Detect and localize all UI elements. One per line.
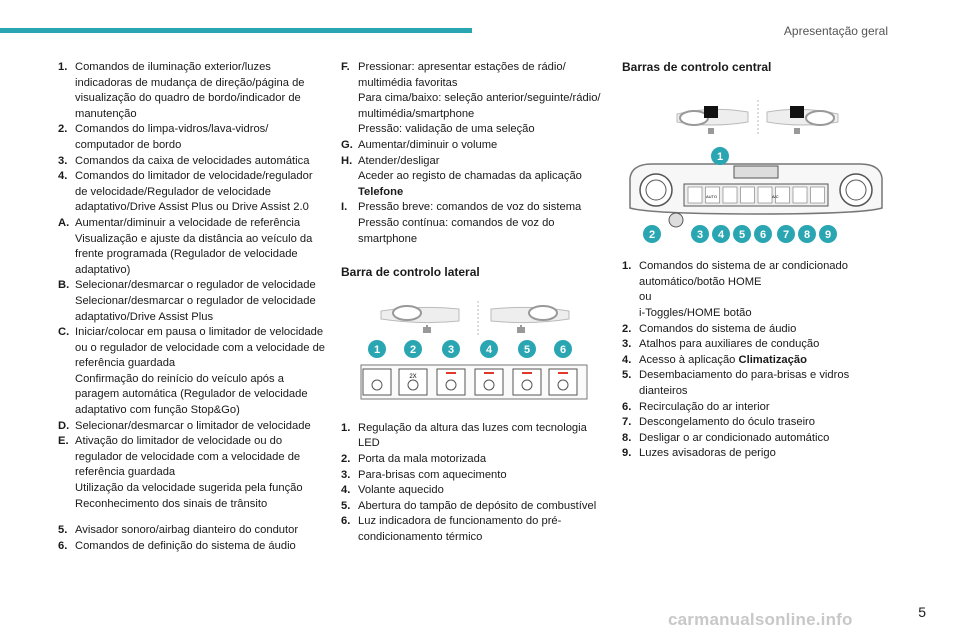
callout-badge: [733, 225, 751, 243]
callout-badge: [819, 225, 837, 243]
legend-number: 3.: [341, 468, 351, 481]
list-item: [58, 216, 326, 278]
legend-line: [639, 353, 890, 369]
list-item-line: Avisador sonoro/airbag dianteiro do condutor: [75, 524, 299, 537]
legend-number: 3.: [622, 338, 632, 351]
list-item-text: [358, 60, 609, 138]
callout-badge-label: 5: [738, 228, 746, 241]
legend-item: [341, 468, 609, 484]
callout-badge-label: 9: [824, 228, 832, 241]
list-item-line: Selecionar/desmarcar o regulador de velocidade: [75, 279, 316, 292]
legend-number: 4.: [622, 353, 632, 366]
list-item-line: Aumentar/diminuir a velocidade de referência: [75, 216, 301, 229]
legend-number: 9.: [622, 447, 632, 460]
list-item: [341, 154, 609, 201]
side-bar-buttons: [341, 337, 609, 407]
list-item: [341, 138, 609, 154]
legend-text: Abertura do tampão de depósito de combustível: [358, 499, 597, 512]
legend-text: Regulação da altura das luzes com tecnologia LED: [358, 421, 587, 450]
list-item-line: Aumentar/diminuir o volume: [358, 138, 498, 151]
list-item-text: [75, 523, 326, 539]
callout-badge: [643, 225, 661, 243]
side-control-bar-figure: [341, 295, 609, 405]
legend-number: 5.: [622, 369, 632, 382]
legend-line: Comandos do sistema de ar condicionado automático/botão HOME: [639, 260, 848, 288]
legend-text: [639, 400, 890, 416]
climate-button: [741, 187, 755, 203]
callout-badge-label: 6: [559, 343, 567, 356]
column-middle: [341, 60, 609, 545]
list-item-number: 4.: [58, 170, 68, 183]
list-item-line: Visualização e ajuste da distância ao veículo da frente programada (Regulador de velocidade adaptativo): [75, 232, 313, 276]
list-item-line: Pressão: validação de uma seleção: [358, 123, 535, 136]
list-item-text: [358, 138, 609, 154]
list-item-number: A.: [58, 216, 70, 229]
legend-line: Luzes avisadoras de perigo: [639, 447, 776, 460]
legend-line: Comandos do sistema de áudio: [639, 322, 797, 335]
list-item-number: 1.: [58, 61, 68, 73]
list-item-number: 3.: [58, 154, 68, 167]
list-item-line: Ativação do limitador de velocidade ou do regulador de velocidade com a velocidade de referência guardada: [75, 435, 301, 479]
indicator-led: [446, 372, 456, 374]
callout-badge: [480, 340, 498, 358]
callout-badge-label: 8: [803, 228, 811, 241]
list-item: [58, 419, 326, 435]
list-item: [58, 278, 326, 325]
legend-item: [341, 514, 609, 545]
list-item: [58, 169, 326, 216]
legend-item: [622, 353, 890, 369]
column-right: [622, 60, 890, 462]
callout-badge: [754, 225, 772, 243]
indicator-led: [558, 372, 568, 374]
list-item-line: Iniciar/colocar em pausa o limitador de velocidade ou o regulador de velocidade com a velocidade de referência guardada: [75, 326, 326, 370]
central-bar-legend: [622, 259, 890, 462]
list-item-line: Selecionar/desmarcar o limitador de velocidade: [75, 419, 311, 432]
callout-badge: [712, 225, 730, 243]
callout-badge-label: 2: [409, 343, 417, 356]
ac-label: A/C: [772, 193, 779, 199]
legend-number: 4.: [341, 484, 351, 497]
list-item-line: Atender/desligar: [358, 154, 440, 167]
page-header-title: Apresentação geral: [783, 24, 888, 38]
list-item-number: H.: [341, 154, 353, 167]
central-dashboard-rhd-icon: [767, 106, 838, 134]
legend-number: 8.: [622, 431, 632, 444]
list-item-number: C.: [58, 326, 70, 339]
legend-text: [639, 322, 890, 338]
legend-text: Luz indicadora de funcionamento do pré-condicionamento térmico: [358, 515, 562, 543]
list-item: [58, 60, 326, 122]
list-item: [341, 200, 609, 247]
legend-text: Porta da mala motorizada: [358, 452, 487, 465]
list-item-number: 2.: [58, 123, 68, 136]
climate-button: [688, 187, 702, 203]
legend-item: [341, 499, 609, 515]
list-item-line: Confirmação do reinício do veículo após a paragem automática (Regulador de velocidade adaptativo com função Stop&Go): [75, 372, 308, 417]
list-item-line: Utilização da velocidade sugerida pela função Reconhecimento dos sinais de trânsito: [75, 482, 303, 510]
legend-line: Desligar o ar condicionado automático: [639, 431, 830, 444]
list-item-text: [75, 325, 326, 419]
central-bar-illustration: [622, 90, 890, 250]
callout-badge: [777, 225, 795, 243]
list-item-text: [75, 60, 326, 122]
climate-button: [758, 187, 772, 203]
list-item-number: G.: [341, 138, 353, 151]
callout-badge: [554, 340, 572, 358]
callout-badge-label: 4: [485, 343, 493, 356]
callout-badge: [442, 340, 460, 358]
list-item-text: [75, 154, 326, 170]
list-item-number: I.: [341, 201, 348, 214]
legend-item: [341, 421, 609, 452]
list-item-number: D.: [58, 419, 70, 432]
list-item-number: B.: [58, 279, 70, 292]
legend-line: Recirculação do ar interior: [639, 400, 770, 413]
control-list-steering: [58, 60, 326, 512]
legend-bold-text: Climatização: [738, 353, 807, 366]
watermark: carmanualsonline.info: [668, 610, 853, 629]
list-item-line: Pressão breve: comandos de voz do sistema: [358, 201, 582, 214]
control-list-audio: [341, 60, 609, 247]
list-item-bold-line: Telefone: [358, 185, 404, 198]
list-item-text: [75, 216, 326, 278]
callout-badge: [518, 340, 536, 358]
legend-number: 6.: [622, 400, 632, 413]
indicator-led: [484, 372, 494, 374]
section-title-central-bar: Barras de controlo central: [622, 60, 772, 74]
legend-text: [639, 259, 890, 321]
callout-badge-label: 1: [716, 150, 724, 163]
legend-number: 7.: [622, 416, 632, 429]
legend-item: [622, 337, 890, 353]
climate-button: [723, 187, 737, 203]
legend-item: [622, 400, 890, 416]
legend-number: 2.: [341, 452, 351, 465]
list-item-line: Comandos da caixa de velocidades automática: [75, 154, 310, 167]
list-item-line: Pressão contínua: comandos de voz do smartphone: [358, 216, 555, 245]
legend-item: [341, 452, 609, 468]
control-list-steering-2: [58, 523, 326, 554]
legend-line-text: Acesso à aplicação: [639, 353, 736, 366]
legend-line: ou: [639, 291, 652, 304]
page-number: 5: [918, 604, 926, 620]
callout-badge: [404, 340, 422, 358]
list-item-number: E.: [58, 435, 69, 448]
legend-number: 2.: [622, 322, 632, 335]
tailgate-2x-label: 2X: [409, 373, 417, 380]
list-item-text: [75, 419, 326, 435]
legend-item: [622, 446, 890, 462]
legend-text: [639, 446, 890, 462]
callout-badge: [711, 147, 729, 165]
callout-badge: [368, 340, 386, 358]
legend-line: i-Toggles/HOME botão: [639, 306, 752, 319]
header-accent-bar: [0, 28, 472, 33]
list-item-number: 5.: [58, 524, 68, 537]
legend-text: Para-brisas com aquecimento: [358, 468, 507, 481]
legend-number: 5.: [341, 499, 351, 512]
dashboard-rhd-icon: [491, 306, 569, 333]
climate-panel-icon: [630, 164, 882, 227]
climate-button: [793, 187, 807, 203]
list-item-number: 6.: [58, 539, 68, 552]
column-left: [58, 60, 326, 554]
callout-badge-label: 4: [717, 228, 725, 241]
callout-badge-label: 3: [447, 343, 455, 356]
list-item-line: Comandos de definição do sistema de áudio: [75, 539, 296, 552]
side-bar-button: [363, 369, 391, 395]
legend-text: [639, 415, 890, 431]
list-item-text: [75, 122, 326, 153]
climate-button: [811, 187, 825, 203]
list-item-text: [75, 434, 326, 512]
dashboard-lhd-icon: [381, 306, 459, 333]
list-item-line: Comandos do limitador de velocidade/regulador de velocidade/Regulador de velocidade adaptativo/Drive Assist Plus ou Drive Assist 2.0: [75, 170, 313, 214]
legend-number: 1.: [341, 421, 351, 434]
callout-badge-label: 6: [759, 228, 767, 241]
list-item-line: Pressionar: apresentar estações de rádio/ multimédia favoritas: [358, 61, 566, 89]
list-item-text: [358, 154, 609, 201]
auto-label: AUTO: [706, 193, 718, 199]
legend-number: 1.: [622, 260, 632, 273]
legend-text: [639, 353, 890, 369]
list-item-line: Selecionar/desmarcar o regulador de velocidade adaptativo/Drive Assist Plus: [75, 294, 316, 323]
list-item-line: Aceder ao registo de chamadas da aplicação: [358, 170, 582, 183]
side-bar-button: [399, 369, 427, 395]
legend-line: Desembaciamento do para-brisas e vidros dianteiros: [639, 369, 850, 397]
legend-line: Descongelamento do óculo traseiro: [639, 416, 815, 429]
callout-badge-label: 5: [523, 343, 531, 356]
list-item-text: [75, 169, 326, 216]
central-dashboard-lhd-icon: [677, 106, 748, 134]
section-title-side-bar: Barra de controlo lateral: [341, 265, 480, 280]
legend-item: [622, 431, 890, 447]
list-item: [58, 539, 326, 555]
legend-number: 6.: [341, 515, 351, 528]
list-item: [58, 434, 326, 512]
list-item-line: Para cima/baixo: seleção anterior/seguinte/rádio/ multimédia/smartphone: [358, 92, 601, 120]
list-item-text: [358, 200, 609, 247]
legend-item: [341, 483, 609, 499]
list-item: [58, 325, 326, 419]
legend-item: [622, 259, 890, 321]
side-bar-legend: [341, 421, 609, 546]
legend-item: [622, 322, 890, 338]
legend-item: [622, 415, 890, 431]
list-item: [341, 60, 609, 138]
callout-badge-label: 1: [373, 343, 381, 356]
legend-text: [639, 431, 890, 447]
list-item-number: F.: [341, 61, 350, 73]
list-item-text: [75, 539, 326, 555]
list-item: [58, 154, 326, 170]
list-item-line: Comandos do limpa-vidros/lava-vidros/ computador de bordo: [75, 123, 269, 151]
legend-item: [622, 368, 890, 399]
list-item-text: [75, 278, 326, 325]
callout-badge: [798, 225, 816, 243]
callout-badge-label: 3: [696, 228, 704, 241]
legend-text: Volante aquecido: [358, 484, 444, 497]
callout-badge: [691, 225, 709, 243]
callout-badge-label: 7: [782, 228, 790, 241]
indicator-led: [522, 372, 532, 374]
list-item-line: Comandos de iluminação exterior/luzes indicadoras de mudança de direção/página de visualização do quadro de bordo/indicador de manutenção: [75, 61, 305, 120]
legend-text: [639, 368, 890, 399]
legend-text: [639, 337, 890, 353]
callout-badge-label: 2: [648, 228, 656, 241]
list-item: [58, 122, 326, 153]
list-item: [58, 523, 326, 539]
legend-line: Atalhos para auxiliares de condução: [639, 338, 820, 351]
